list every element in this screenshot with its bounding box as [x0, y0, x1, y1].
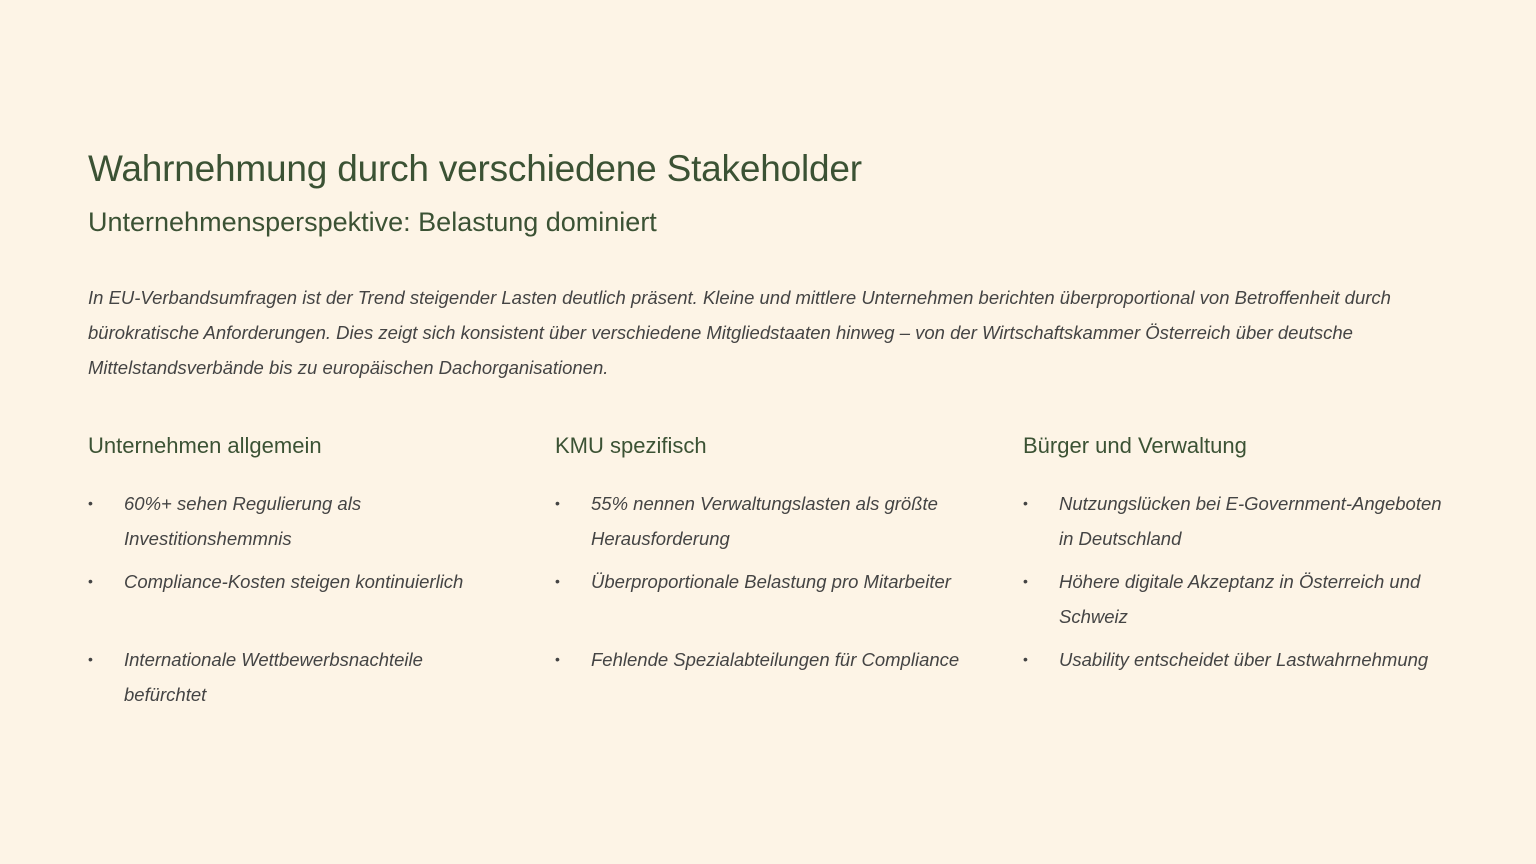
list-item-text: Usability entscheidet über Lastwahrnehmung	[1059, 649, 1429, 670]
column-kmu-spezifisch	[555, 430, 975, 670]
column-heading: Bürger und Verwaltung	[1023, 433, 1247, 458]
list-item-text: Internationale Wettbewerbsnachteile befürchtet	[124, 649, 423, 705]
bullet-icon: •	[555, 651, 560, 667]
list-item	[1023, 642, 1443, 677]
list-item-text: 60%+ sehen Regulierung als Investitionshemmnis	[124, 493, 362, 549]
intro-paragraph: In EU-Verbandsumfragen ist der Trend steigender Lasten deutlich präsent. Kleine und mittlere Unternehmen berichten überproportional von Betroffenheit durch bürokratische Anforderungen. Dies zeigt sich konsistent über verschiedene Mitgliedstaaten hinweg – von der Wirtschaftskammer Österreich über deutsche Mittelstandsverbände bis zu europäischen Dachorganisationen.	[88, 287, 1391, 378]
list-item-text: Höhere digitale Akzeptanz in Österreich und Schweiz	[1059, 571, 1421, 627]
list-item	[1023, 564, 1443, 634]
list-item	[1023, 486, 1443, 556]
list-item	[555, 486, 975, 556]
bullet-icon: •	[1023, 651, 1028, 667]
bullet-icon: •	[88, 573, 93, 589]
list-item-text: Fehlende Spezialabteilungen für Compliance	[591, 649, 960, 670]
list-item	[555, 642, 975, 677]
bullet-icon: •	[88, 651, 93, 667]
list-item-text: Überproportionale Belastung pro Mitarbeiter	[591, 571, 951, 592]
bullet-icon: •	[1023, 495, 1028, 511]
column-unternehmen-allgemein	[88, 430, 508, 705]
list-item	[555, 564, 975, 599]
bullet-icon: •	[555, 495, 560, 511]
list-item-text: 55% nennen Verwaltungslasten als größte Herausforderung	[591, 493, 938, 549]
column-buerger-und-verwaltung	[1023, 430, 1443, 670]
bullet-icon: •	[555, 573, 560, 589]
column-heading: KMU spezifisch	[555, 433, 707, 458]
bullet-icon: •	[88, 495, 93, 511]
slide-subtitle: Unternehmensperspektive: Belastung dominiert	[88, 207, 657, 237]
slide-title: Wahrnehmung durch verschiedene Stakeholder	[88, 148, 862, 189]
list-item	[88, 564, 508, 599]
list-item-text: Nutzungslücken bei E-Government-Angeboten in Deutschland	[1059, 493, 1442, 549]
list-item-text: Compliance-Kosten steigen kontinuierlich	[124, 571, 464, 592]
bullet-icon: •	[1023, 573, 1028, 589]
list-item	[88, 642, 508, 712]
list-item	[88, 486, 508, 556]
column-heading: Unternehmen allgemein	[88, 433, 322, 458]
